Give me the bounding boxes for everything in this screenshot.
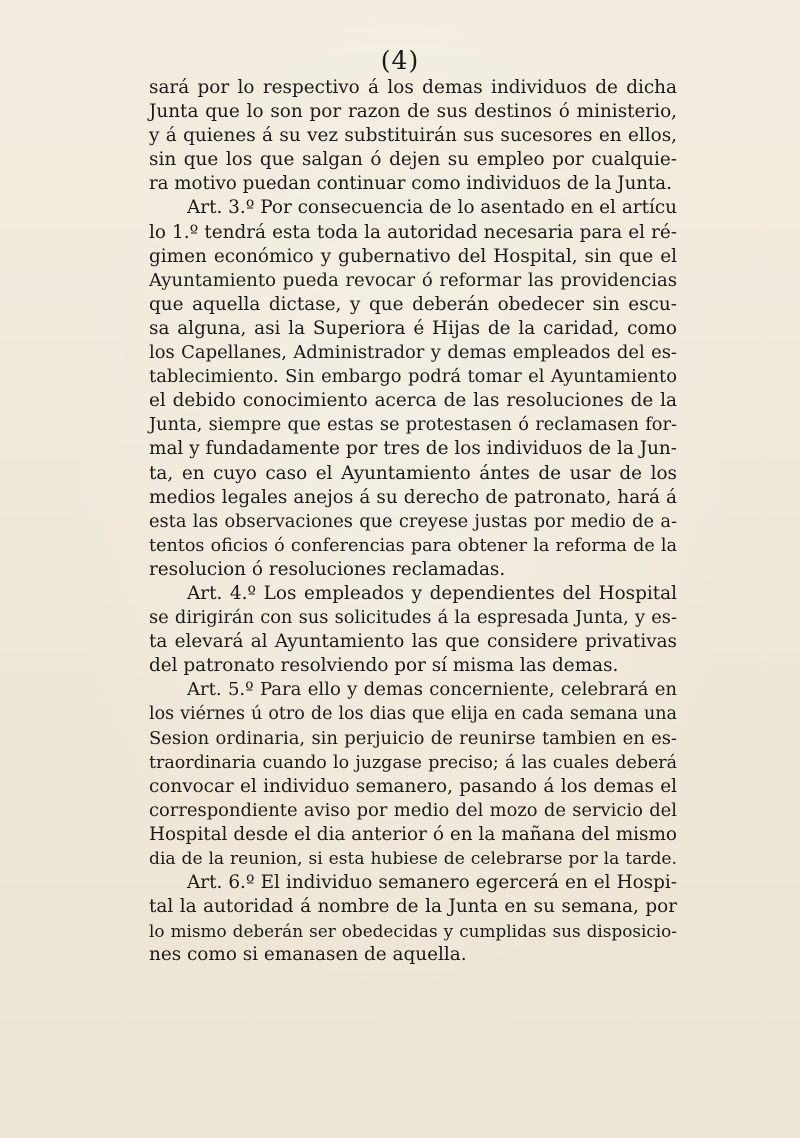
text-line: mal y fundadamente por tres de los individuos de la Jun- bbox=[149, 438, 677, 460]
text-line: medios legales anejos á su derecho de patronato, hará á bbox=[149, 486, 677, 508]
text-line: tal la autoridad á nombre de la Junta en su semana, por bbox=[149, 896, 677, 918]
text-line: ta elevará al Ayuntamiento las que considere privativas bbox=[149, 631, 677, 653]
text-line: Junta que lo son por razon de sus destinos ó ministerio, bbox=[149, 101, 677, 123]
text-line: Ayuntamiento pueda revocar ó reformar las providencias bbox=[149, 269, 677, 291]
text-line: Hospital desde el dia anterior ó en la mañana del mismo bbox=[149, 823, 677, 845]
body-text bbox=[149, 76, 677, 967]
text-line: el debido conocimiento acerca de las resoluciones de la bbox=[149, 390, 677, 412]
text-line: ra motivo puedan continuar como individuos de la Junta. bbox=[149, 173, 672, 195]
text-line: ta, en cuyo caso el Ayuntamiento ántes de usar de los bbox=[149, 462, 677, 484]
text-line: del patronato resolviendo por sí misma las demas. bbox=[149, 655, 619, 677]
text-line: correspondiente aviso por medio del mozo de servicio del bbox=[149, 799, 677, 821]
text-line: los Capellanes, Administrador y demas empleados del es- bbox=[149, 342, 677, 364]
article-6-heading-line: Art. 6.º El individuo semanero egercerá en el Hospi- bbox=[187, 872, 677, 894]
text-line: gimen económico y gubernativo del Hospital, sin que el bbox=[149, 245, 677, 267]
text-line: traordinaria cuando lo juzgase preciso; á las cuales deberá bbox=[149, 752, 677, 773]
text-line: lo 1.º tendrá esta toda la autoridad necesaria para el ré- bbox=[149, 221, 677, 243]
text-line: nes como si emanasen de aquella. bbox=[149, 944, 467, 966]
text-line: que aquella dictase, y que deberán obedecer sin escu- bbox=[149, 293, 677, 315]
text-line: resolucion ó resoluciones reclamadas. bbox=[149, 558, 506, 580]
text-line: lo mismo deberán ser obedecidas y cumplidas sus disposicio- bbox=[149, 921, 677, 942]
text-line: dia de la reunion, si esta hubiese de celebrarse por la tarde. bbox=[149, 849, 677, 869]
text-line: los viérnes ú otro de los dias que elija en cada semana una bbox=[149, 704, 677, 725]
article-4-heading-line: Art. 4.º Los empleados y dependientes del Hospital bbox=[187, 582, 677, 604]
text-line: y á quienes á su vez substituirán sus sucesores en ellos, bbox=[149, 125, 677, 147]
text-line: Sesion ordinaria, sin perjuicio de reunirse tambien en es- bbox=[149, 727, 677, 749]
text-line: tentos oficios ó conferencias para obtener la reforma de la bbox=[149, 535, 677, 556]
text-line: sará por lo respectivo á los demas individuos de dicha bbox=[149, 77, 677, 98]
article-5-heading-line: Art. 5.º Para ello y demas concerniente, celebrará en bbox=[187, 679, 677, 701]
page-number: (4) bbox=[380, 46, 420, 75]
text-line: sa alguna, asi la Superiora é Hijas de la caridad, como bbox=[149, 317, 677, 339]
text-line: convocar el individuo semanero, pasando á los demas el bbox=[149, 775, 677, 797]
text-line: Junta, siempre que estas se protestasen ó reclamasen for- bbox=[149, 414, 677, 436]
text-line: esta las observaciones que creyese justas por medio de a- bbox=[149, 510, 677, 532]
text-line: sin que los que salgan ó dejen su empleo por cualquie- bbox=[149, 149, 677, 171]
text-line: se dirigirán con sus solicitudes á la espresada Junta, y es- bbox=[149, 607, 677, 629]
text-line: tablecimiento. Sin embargo podrá tomar el Ayuntamiento bbox=[149, 366, 677, 388]
article-3-heading-line: Art. 3.º Por consecuencia de lo asentado en el artícu bbox=[187, 197, 677, 219]
